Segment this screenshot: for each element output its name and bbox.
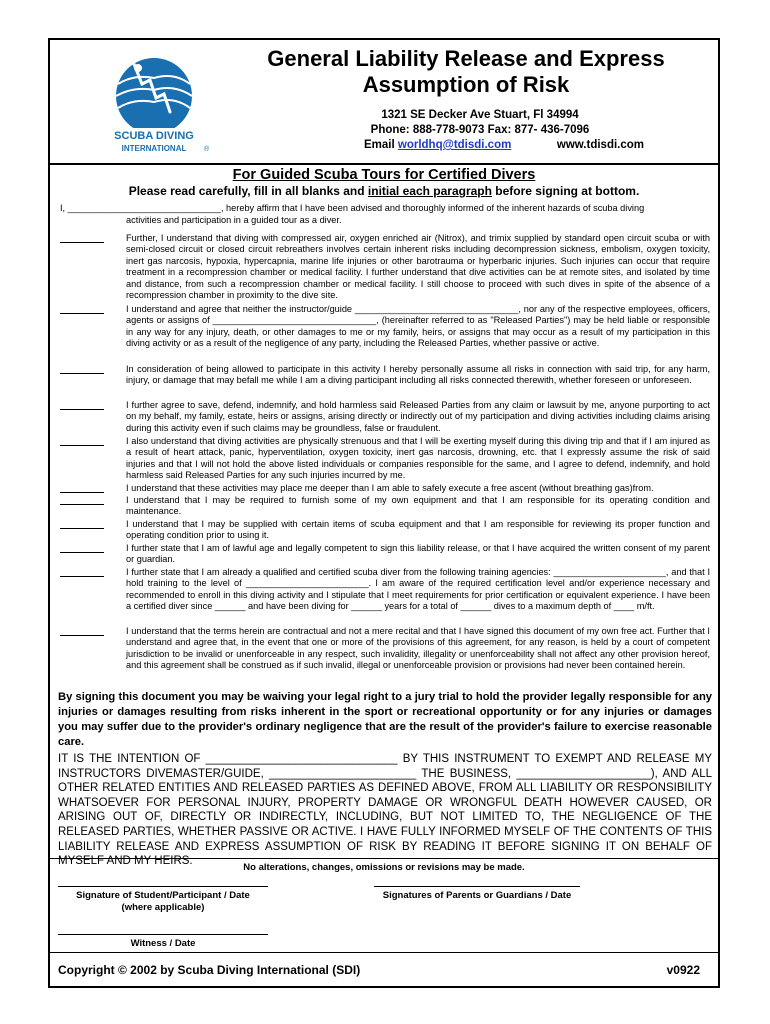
email-row <box>280 138 680 153</box>
paragraph-7 <box>60 495 710 518</box>
footer-divider <box>50 952 718 953</box>
subheading <box>50 166 718 184</box>
paragraph-text: I understand that the terms herein are contractual and not a mere recital and that I have signed this document of my own free act. Further that I understand and agree that, in the event that one or more of the provisions of this agreement, for any reason, is held by a court of competent jurisdiction to be invalid or unenforceable in any respect, such invalidity, illegality or unenforceability shall not affect any other provision hereof, and this agreement shall be construed as if such invalid, illegal or unenforceable provision or provisions had never been contained herein. <box>126 626 710 671</box>
intro-cont: activities and participation in a guided tour as a diver. <box>126 215 342 225</box>
initial-blank[interactable] <box>60 401 104 410</box>
phone-fax: Phone: 888-778-9073 Fax: 877- 436-7096 <box>370 124 590 136</box>
no-alterations-notice: No alterations, changes, omissions or revisions may be made. <box>243 862 525 873</box>
paragraph-text: I understand that I may be supplied with certain items of scuba equipment and that I am responsible for reviewing its proper function and operating condition prior to using it. <box>126 519 710 541</box>
student-signature-label: Signature of Student/Participant / Date <box>76 890 250 901</box>
header-divider <box>50 163 718 165</box>
intro-paragraph <box>60 202 710 226</box>
email-label: Email <box>364 139 395 151</box>
address: 1321 SE Decker Ave Stuart, Fl 34994 <box>381 109 579 121</box>
instructions-underlined: initial each paragraph <box>367 184 492 198</box>
initial-blank[interactable] <box>60 568 104 577</box>
instructions <box>50 184 718 199</box>
paragraph-6 <box>60 483 710 494</box>
initial-blank[interactable] <box>60 496 104 505</box>
initial-blank[interactable] <box>60 365 104 374</box>
intention-clause: IT IS THE INTENTION OF ______________________________ BY THIS INSTRUMENT TO EXEMPT AND RELEASE MY INSTRUCTORS DIVEMASTER/GUIDE, _______________________ THE BUSINESS, _____________________), AND ALL OTHER RELATED ENTITIES AND RELEASED PARTIES AS DEFINED ABOVE, FROM ALL LIABILITY OR RESPONSIBILITY WHATSOEVER FOR PERSONAL INJURY, PROPERTY DAMAGE OR WRONGFUL DEATH HOWEVER CAUSED, OR ARISING OUT OF, DIRECTLY OR INDIRECTLY, INCLUDING, BUT NOT LIMITED TO, THE NEGLIGENCE OF THE RELEASED PARTIES, WHETHER PASSIVE OR ACTIVE. I HAVE FULLY INFORMED MYSELF OF THE CONTENTS OF THIS LIABILITY RELEASE AND EXPRESS ASSUMPTION OF RISK BY READING IT BEFORE SIGNING IT ON BEHALF OF MYSELF AND MY HEIRS. <box>58 753 712 868</box>
paragraph-text: I also understand that diving activities are physically strenuous and that I will be exerting myself during this diving trip and that if I am injured as a result of heart attack, panic, hyperventilation, oxygen toxicity, inert gas narcosis, drowning, etc. that I expressly assume the risk of said injuries and that I will not hold the above listed individuals or companies responsible for the same, and I agree to defend, indemnify, and hold harmless said Released Parties for any such injuries incurred by me. <box>126 436 710 481</box>
parent-signature-line[interactable] <box>374 886 580 887</box>
email-label-wrap <box>364 138 511 153</box>
witness-signature-line[interactable] <box>58 934 268 935</box>
sdi-logo <box>94 54 214 154</box>
intro-lead: I, ______________________________, hereby affirm that I have been advised and thoroughly informed of the inherent hazards of scuba diving <box>60 203 645 213</box>
instructions-before: Please read carefully, fill in all blanks and <box>128 184 368 198</box>
logo-text-top: SCUBA DIVING <box>114 130 194 142</box>
jury-waiver-warning: By signing this document you may be waiving your legal right to a jury trial to hold the provider legally responsible for any injuries or damages resulting from risks inherent in the sport or recreational opportunity or for any injuries or damages you may suffer due to the provider's ordinary negligence that are the result of the provider's failure to exercise reasonable care. <box>58 691 712 748</box>
title-line-2: Assumption of Risk <box>362 72 570 97</box>
paragraph-2 <box>60 304 710 350</box>
paragraph-text: I further agree to save, defend, indemnify, and hold harmless said Released Parties from any claim or lawsuit by me, anyone purporting to act on my behalf, my family, estate, heirs or assigns, arising directly or indirectly out of my participation and diving activities including claims arising during this activity even if such claims may be groundless, false or fraudulent. <box>126 400 710 433</box>
version: v0922 <box>666 963 700 977</box>
paragraph-11 <box>60 626 710 672</box>
initial-blank[interactable] <box>60 520 104 529</box>
title-line-1: General Liability Release and Express <box>267 46 665 71</box>
copyright: Copyright © 2002 by Scuba Diving International (SDI) <box>58 963 361 977</box>
paragraph-text: I understand and agree that neither the instructor/guide ________________________________, nor any of the respective employees, officers, agents or assigns of ________________________________, (hereinafter referred to as "Released Parties") may be held liable or responsible in any way for any injury, death, or other damages to me or my family, heirs, or assigns that may occur as a result of my participation in this diving activity or as a result of the negligence of any party, including the Released Parties, whether passive or active. <box>126 304 710 349</box>
paragraph-4 <box>60 400 710 434</box>
initial-blank[interactable] <box>60 234 104 243</box>
paragraph-9 <box>60 543 710 566</box>
paragraph-text: I further state that I am already a qualified and certified scuba diver from the following training agencies: ______________________, and that I hold training to the level of ________________________. I am aware of the required certification level and/or experience necessary and recommended to enroll in this diving activity and I stipulate that I meet requirements for prior certification or equivalent experience. I have been a certified diver since ______ and have been diving for ______ years for a total of ______ dives to a maximum depth of ____ m/ft. <box>126 567 710 612</box>
initial-blank[interactable] <box>60 484 104 493</box>
website[interactable]: www.tdisdi.com <box>556 139 644 151</box>
release-form-frame <box>48 38 720 988</box>
paragraph-text: I further state that I am of lawful age and legally competent to sign this liability release, or that I have acquired the written consent of my parent or guardian. <box>126 543 710 565</box>
student-signature <box>58 886 268 914</box>
paragraph-text: I understand that I may be required to furnish some of my own equipment and that I am responsible for its operating condition and maintenance. <box>126 495 710 517</box>
paragraph-text: In consideration of being allowed to participate in this activity I hereby personally assume all risks in connection with said trip, for any harm, injury, or damage that may befall me while I am a diving participant including all risks connected therewith, whether foreseen or unforeseen. <box>126 364 710 386</box>
paragraph-5 <box>60 436 710 482</box>
parent-signature-label: Signatures of Parents or Guardians / Date <box>382 890 572 901</box>
paragraph-1 <box>60 233 710 301</box>
paragraph-text: Further, I understand that diving with compressed air, oxygen enriched air (Nitrox), and trimix supplied by standard open circuit scuba or with semi-closed circuit or closed circuit rebreathers involves certain inherent risks including decompression sickness, embolism, oxygen toxicity, inert gas narcosis, hypoxia, hypercapnia, marine life injuries or other barotrauma or hyperbaric injuries. Such injuries can occur that require treatment in a recompression chamber or medical facility. I further understand that dive activities can be at remote sites, and isolated by time and distance, from such a recompression chamber or medical facility. I still choose to proceed with such dives in spite of the absence of a recompression chamber in proximity to the dive site. <box>126 233 710 301</box>
initial-blank[interactable] <box>60 544 104 553</box>
logo-text-bottom: INTERNATIONAL <box>121 144 187 153</box>
paragraph-8 <box>60 519 710 542</box>
student-signature-line[interactable] <box>58 886 268 887</box>
subheading-text: For Guided Scuba Tours for Certified Divers <box>232 167 536 183</box>
instructions-after: before signing at bottom. <box>491 184 640 198</box>
email-link[interactable]: worldhq@tdisdi.com <box>397 139 512 151</box>
header <box>50 40 718 162</box>
initial-blank[interactable] <box>60 627 104 636</box>
document-title <box>226 46 706 98</box>
divider <box>50 858 718 859</box>
initial-blank[interactable] <box>60 437 104 446</box>
contact-block <box>280 108 680 153</box>
initial-blank[interactable] <box>60 305 104 314</box>
paragraph-text: I understand that these activities may place me deeper than I am able to safely execute a free ascent (without breathing gas)from. <box>126 483 654 493</box>
student-signature-sublabel: (where applicable) <box>121 902 205 913</box>
paragraph-10 <box>60 567 710 613</box>
paragraph-3 <box>60 364 710 387</box>
witness-signature-label: Witness / Date <box>130 938 196 949</box>
parent-signature <box>374 886 580 902</box>
witness-signature <box>58 934 268 950</box>
logo-registered-mark: ® <box>204 146 210 153</box>
